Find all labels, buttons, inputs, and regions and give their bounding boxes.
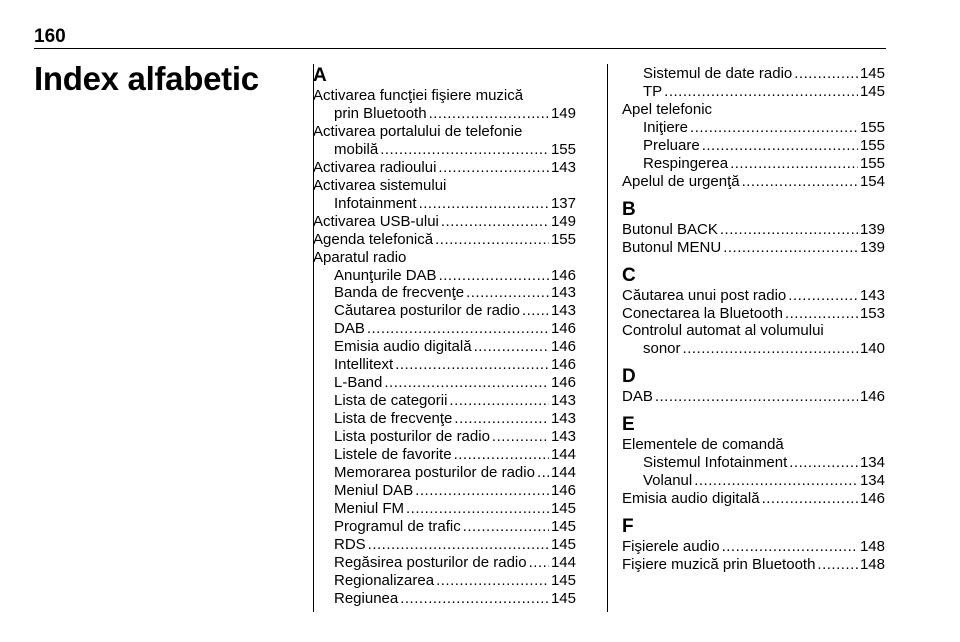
page-ref: 145 — [550, 535, 576, 553]
section-letter: D — [622, 366, 636, 388]
entry-text: Respingerea — [643, 154, 729, 172]
entry-text: Memorarea posturilor de radio — [334, 464, 535, 482]
index-entry — [622, 454, 885, 472]
page-ref: 148 — [859, 538, 885, 556]
dot-leader — [441, 213, 549, 231]
dot-leader — [664, 83, 858, 101]
entry-text: Infotainment — [334, 194, 417, 212]
dot-leader — [655, 388, 858, 406]
entry-text: DAB — [622, 388, 653, 406]
index-entry — [313, 464, 576, 482]
index-entry — [622, 221, 885, 239]
entry-text: Activarea radioului — [313, 158, 437, 176]
index-entry — [622, 119, 885, 137]
index-entry — [622, 472, 885, 490]
page-ref: 143 — [550, 284, 576, 302]
index-entry — [313, 374, 576, 392]
section-letter: F — [622, 516, 634, 538]
dot-leader — [368, 536, 549, 554]
dot-leader — [367, 320, 549, 338]
entry-text: Fişierele audio — [622, 538, 720, 556]
index-entry — [313, 572, 576, 590]
page-ref: 155 — [859, 136, 885, 154]
page-ref: 145 — [550, 589, 576, 607]
entry-text: Sistemul Infotainment — [643, 454, 788, 472]
index-entry — [313, 231, 576, 249]
index-entry — [622, 340, 885, 358]
index-entry — [313, 159, 576, 177]
entry-text: Căutarea posturilor de radio — [334, 302, 520, 320]
index-entry — [313, 105, 576, 123]
dot-leader — [454, 410, 549, 428]
index-entry — [313, 302, 576, 320]
entry-text: Conectarea la Bluetooth — [622, 304, 783, 322]
entry-text: Agenda telefonică — [313, 230, 434, 248]
page-ref: 143 — [550, 302, 576, 320]
entry-text: Volanul — [643, 472, 693, 490]
entry-text: Emisia audio digitală — [334, 338, 472, 356]
index-entry — [622, 239, 885, 257]
index-entry — [313, 446, 576, 464]
entry-text: Listele de favorite — [334, 446, 452, 464]
dot-leader — [788, 287, 858, 305]
index-entry — [313, 536, 576, 554]
page-ref: 149 — [550, 212, 576, 230]
page-ref: 145 — [550, 517, 576, 535]
dot-leader — [474, 338, 549, 356]
dot-leader — [730, 155, 858, 173]
page-ref: 146 — [550, 338, 576, 356]
page-ref: 155 — [550, 140, 576, 158]
index-heading: Activarea portalului de telefonie — [313, 122, 523, 140]
entry-text: prin Bluetooth — [334, 104, 427, 122]
index-entry — [313, 195, 576, 213]
dot-leader — [435, 231, 549, 249]
page-ref: 144 — [550, 446, 576, 464]
dot-leader — [415, 482, 549, 500]
page-number: 160 — [34, 26, 66, 47]
dot-leader — [537, 464, 549, 482]
page-ref: 137 — [550, 194, 576, 212]
page-ref: 143 — [550, 410, 576, 428]
index-heading: Controlul automat al volumului — [622, 322, 824, 340]
page-ref: 146 — [550, 356, 576, 374]
index-entry — [313, 428, 576, 446]
page-ref: 144 — [550, 464, 576, 482]
page-ref: 144 — [550, 553, 576, 571]
index-heading: Activarea funcţiei fişiere muzică — [313, 87, 524, 104]
dot-leader — [794, 65, 858, 83]
page-ref: 134 — [859, 454, 885, 472]
index-entry — [622, 556, 885, 574]
entry-text: Activarea USB-ului — [313, 212, 439, 230]
dot-leader — [439, 267, 549, 285]
dot-leader — [380, 141, 549, 159]
page-ref: 145 — [859, 65, 885, 82]
index-heading: Aparatul radio — [313, 248, 407, 266]
entry-text: Butonul BACK — [622, 220, 718, 238]
page-ref: 134 — [859, 472, 885, 490]
page-ref: 139 — [859, 220, 885, 238]
page-ref: 143 — [550, 428, 576, 446]
entry-text: Sistemul de date radio — [643, 65, 793, 82]
index-entry — [622, 155, 885, 173]
index-entry — [622, 65, 885, 83]
entry-text: Regăsirea posturilor de radio — [334, 553, 527, 571]
index-entry — [313, 554, 576, 572]
dot-leader — [683, 340, 858, 358]
page-ref: 149 — [550, 104, 576, 122]
index-entry — [313, 284, 576, 302]
entry-text: Meniul FM — [334, 499, 405, 517]
dot-leader — [785, 305, 858, 323]
dot-leader — [466, 284, 549, 302]
entry-text: Butonul MENU — [622, 238, 722, 256]
dot-leader — [529, 554, 549, 572]
entry-text: Regiunea — [334, 589, 399, 607]
dot-leader — [702, 137, 858, 155]
page-ref: 145 — [550, 571, 576, 589]
page-ref: 153 — [859, 304, 885, 322]
dot-leader — [722, 538, 858, 556]
page-ref: 143 — [550, 158, 576, 176]
index-entry — [622, 83, 885, 101]
entry-text: Căutarea unui post radio — [622, 286, 787, 304]
page-ref: 146 — [859, 490, 885, 508]
page-ref: 143 — [550, 392, 576, 410]
dot-leader — [454, 446, 549, 464]
page-ref: 155 — [859, 118, 885, 136]
dot-leader — [395, 356, 549, 374]
dot-leader — [438, 159, 549, 177]
dot-leader — [400, 590, 549, 608]
section-letter: B — [622, 198, 636, 220]
index-column-1 — [313, 65, 576, 608]
section-letter: A — [313, 65, 327, 86]
page-ref: 143 — [859, 286, 885, 304]
column-divider-right — [607, 64, 608, 612]
entry-text: RDS — [334, 535, 366, 553]
dot-leader — [789, 454, 858, 472]
entry-text: Fişiere muzică prin Bluetooth — [622, 556, 816, 574]
page-ref: 146 — [859, 388, 885, 406]
index-entry — [622, 305, 885, 323]
index-entry — [622, 490, 885, 508]
entry-text: Lista posturilor de radio — [334, 428, 490, 446]
dot-leader — [449, 392, 549, 410]
entry-text: Iniţiere — [643, 118, 689, 136]
entry-text: sonor — [643, 340, 681, 358]
dot-leader — [406, 500, 549, 518]
index-entry — [622, 137, 885, 155]
entry-text: Banda de frecvenţe — [334, 284, 465, 302]
dot-leader — [463, 518, 549, 536]
dot-leader — [817, 556, 858, 574]
page-ref: 145 — [859, 82, 885, 100]
page-ref: 139 — [859, 238, 885, 256]
index-column-2 — [622, 65, 885, 574]
section-letter: E — [622, 414, 635, 436]
page-ref: 146 — [550, 266, 576, 284]
dot-leader — [419, 195, 549, 213]
page-ref: 146 — [550, 320, 576, 338]
dot-leader — [384, 374, 549, 392]
page-title: Index alfabetic — [34, 60, 259, 97]
entry-text: DAB — [334, 320, 365, 338]
index-heading: Elementele de comandă — [622, 436, 784, 454]
index-heading: Activarea sistemului — [313, 176, 447, 194]
entry-text: TP — [643, 82, 663, 100]
index-entry — [313, 213, 576, 231]
index-entry — [313, 267, 576, 285]
index-entry — [313, 482, 576, 500]
page-ref: 140 — [859, 340, 885, 358]
index-entry — [313, 392, 576, 410]
dot-leader — [742, 173, 858, 191]
entry-text: Preluare — [643, 136, 700, 154]
index-entry — [313, 356, 576, 374]
index-entry — [313, 590, 576, 608]
index-entry — [622, 287, 885, 305]
page-ref: 155 — [550, 230, 576, 248]
entry-text: Emisia audio digitală — [622, 490, 760, 508]
entry-text: Regionalizarea — [334, 571, 435, 589]
entry-text: Apelul de urgenţă — [622, 172, 740, 190]
page-ref: 148 — [859, 556, 885, 574]
entry-text: Intellitext — [334, 356, 394, 374]
dot-leader — [723, 239, 858, 257]
header-rule — [34, 48, 886, 49]
page-ref: 146 — [550, 481, 576, 499]
dot-leader — [694, 472, 858, 490]
section-letter: C — [622, 264, 636, 286]
entry-text: mobilă — [334, 140, 379, 158]
page-ref: 155 — [859, 154, 885, 172]
dot-leader — [522, 302, 549, 320]
page-ref: 145 — [550, 499, 576, 517]
index-entry — [622, 173, 885, 191]
page-ref: 154 — [859, 172, 885, 190]
dot-leader — [492, 428, 549, 446]
dot-leader — [436, 572, 549, 590]
index-entry — [313, 141, 576, 159]
entry-text: Lista de categorii — [334, 392, 448, 410]
entry-text: Meniul DAB — [334, 481, 414, 499]
index-entry — [313, 338, 576, 356]
page-ref: 146 — [550, 374, 576, 392]
index-entry — [313, 410, 576, 428]
dot-leader — [720, 221, 858, 239]
index-entry — [622, 538, 885, 556]
entry-text: L-Band — [334, 374, 383, 392]
index-entry — [622, 388, 885, 406]
entry-text: Programul de trafic — [334, 517, 461, 535]
dot-leader — [429, 105, 549, 123]
entry-text: Anunţurile DAB — [334, 266, 437, 284]
dot-leader — [690, 119, 858, 137]
index-heading: Apel telefonic — [622, 100, 713, 118]
dot-leader — [762, 490, 858, 508]
entry-text: Lista de frecvenţe — [334, 410, 453, 428]
index-entry — [313, 500, 576, 518]
index-entry — [313, 320, 576, 338]
index-entry — [313, 518, 576, 536]
